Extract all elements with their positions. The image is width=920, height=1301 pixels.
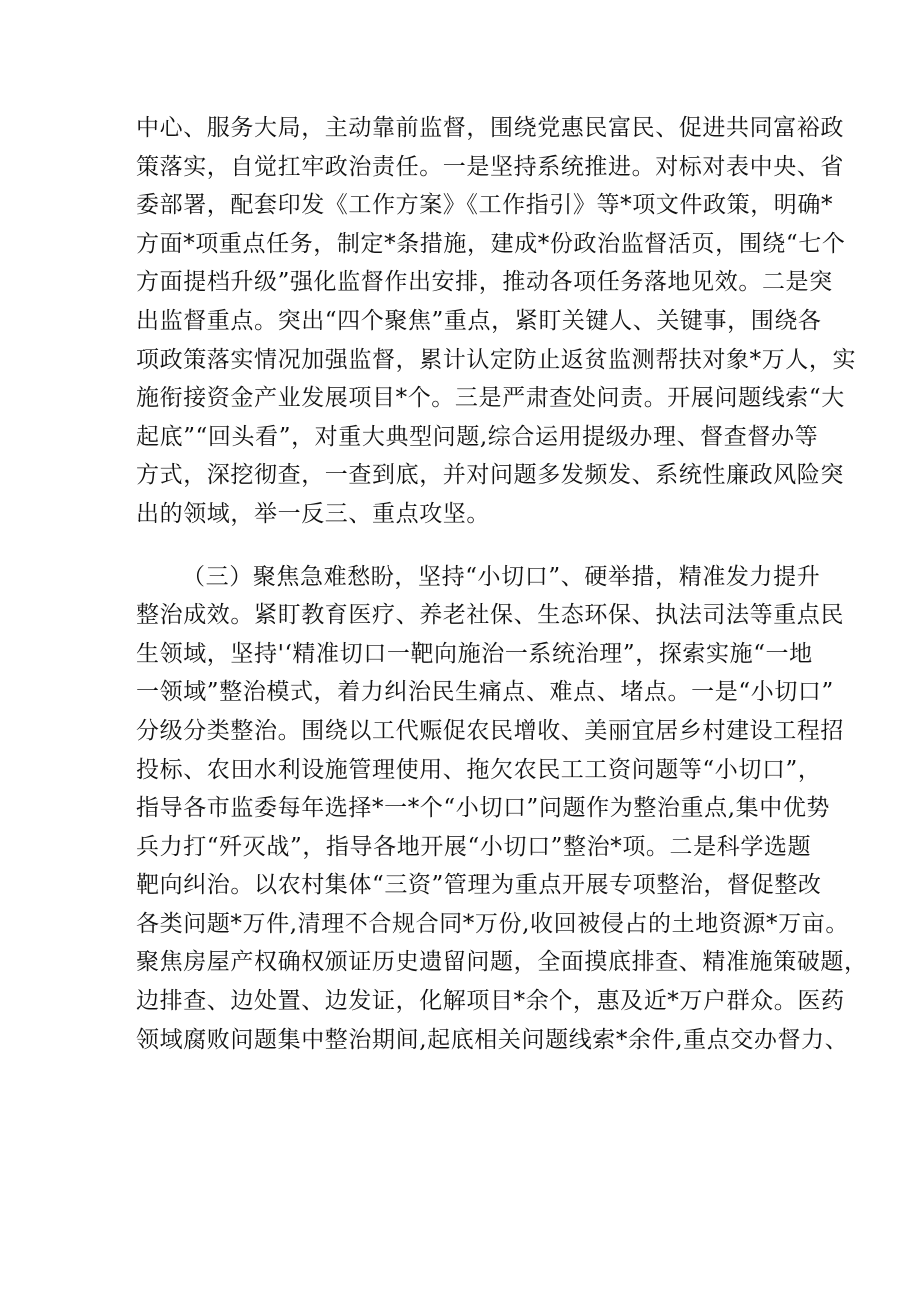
text-line: 出的领域，举一反三、重点攻坚。 xyxy=(136,500,490,527)
text-line: 各类问题*万件,清理不合规合同*万份,收回被侵占的土地资源*万亩。 xyxy=(136,910,849,937)
text-line: 起底”“回头看”，对重大典型问题,综合运用提级办理、督查督办等 xyxy=(136,423,819,450)
paragraph-1 xyxy=(136,109,857,534)
text-line: 生领域，坚持'‘精准切口一靶向施治一系统治理”，探索实施“一地 xyxy=(136,640,813,667)
text-line: 领域腐败问题集中整治期间,起底相关问题线索*余件,重点交办督力、 xyxy=(136,1026,849,1053)
paragraph-spacing xyxy=(136,534,796,558)
text-line: 中心、服务大局，主动靠前监督，围绕党惠民富民、促进共同富裕政 xyxy=(136,115,844,141)
text-line: 委部署，配套印发《工作方案》《工作指引》等*项文件政策，明确* xyxy=(136,192,834,219)
text-line: 出监督重点。突出“四个聚焦”重点，紧盯关键人、关键事，围绕各 xyxy=(136,307,822,334)
text-line: 一领域”整治模式，着力纠治民生痛点、难点、堵点。一是“小切口” xyxy=(136,679,834,706)
paragraph-2 xyxy=(136,558,868,1060)
body-text xyxy=(136,109,868,1059)
text-line: 整治成效。紧盯教育医疗、养老社保、生态环保、执法司法等重点民 xyxy=(136,602,844,629)
text-line: 聚焦房屋产权确权颁证历史遗留问题，全面摸底排查、精准施策破题， xyxy=(136,949,868,976)
text-line: 兵力打“歼灭战”，指导各地开展“小切口”整治*项。二是科学选题 xyxy=(136,833,812,860)
text-line: 施衔接资金产业发展项目*个。三是严肃查处问责。开展问题线索“大 xyxy=(136,385,845,412)
text-line: 方式，深挖彻查，一查到底，并对问题多发频发、系统性廉政风险突 xyxy=(136,462,844,489)
text-line: 方面提档升级”强化监督作出安排，推动各项任务落地见效。二是突 xyxy=(136,269,833,296)
text-line: 边排查、边处置、边发证，化解项目*余个，惠及近*万户群众。医药 xyxy=(136,988,845,1015)
text-line: 方面*项重点任务，制定*条措施，建成*份政治监督活页，围绕“七个 xyxy=(136,230,846,257)
section-heading-line: （三）聚焦急难愁盼，坚持“小切口”、硬举措，精准发力提升 xyxy=(182,563,821,590)
text-line: 分级分类整治。围绕以工代赈促农民增收、美丽宜居乡村建设工程招 xyxy=(136,717,844,744)
text-line: 策落实，自觉扛牢政治责任。一是坚持系统推进。对标对表中央、省 xyxy=(136,153,844,180)
text-line: 投标、农田水利设施管理使用、拖欠农民工工资问题等“小切口”， xyxy=(136,756,822,783)
text-line: 指导各市监委每年选择*一*个“小切口”问题作为整治重点,集中优势 xyxy=(136,795,831,822)
text-line: 靶向纠治。以农村集体“三资”管理为重点开展专项整治，督促整改 xyxy=(136,872,822,899)
text-line: 项政策落实情况加强监督，累计认定防止返贫监测帮扶对象*万人，实 xyxy=(136,346,857,373)
